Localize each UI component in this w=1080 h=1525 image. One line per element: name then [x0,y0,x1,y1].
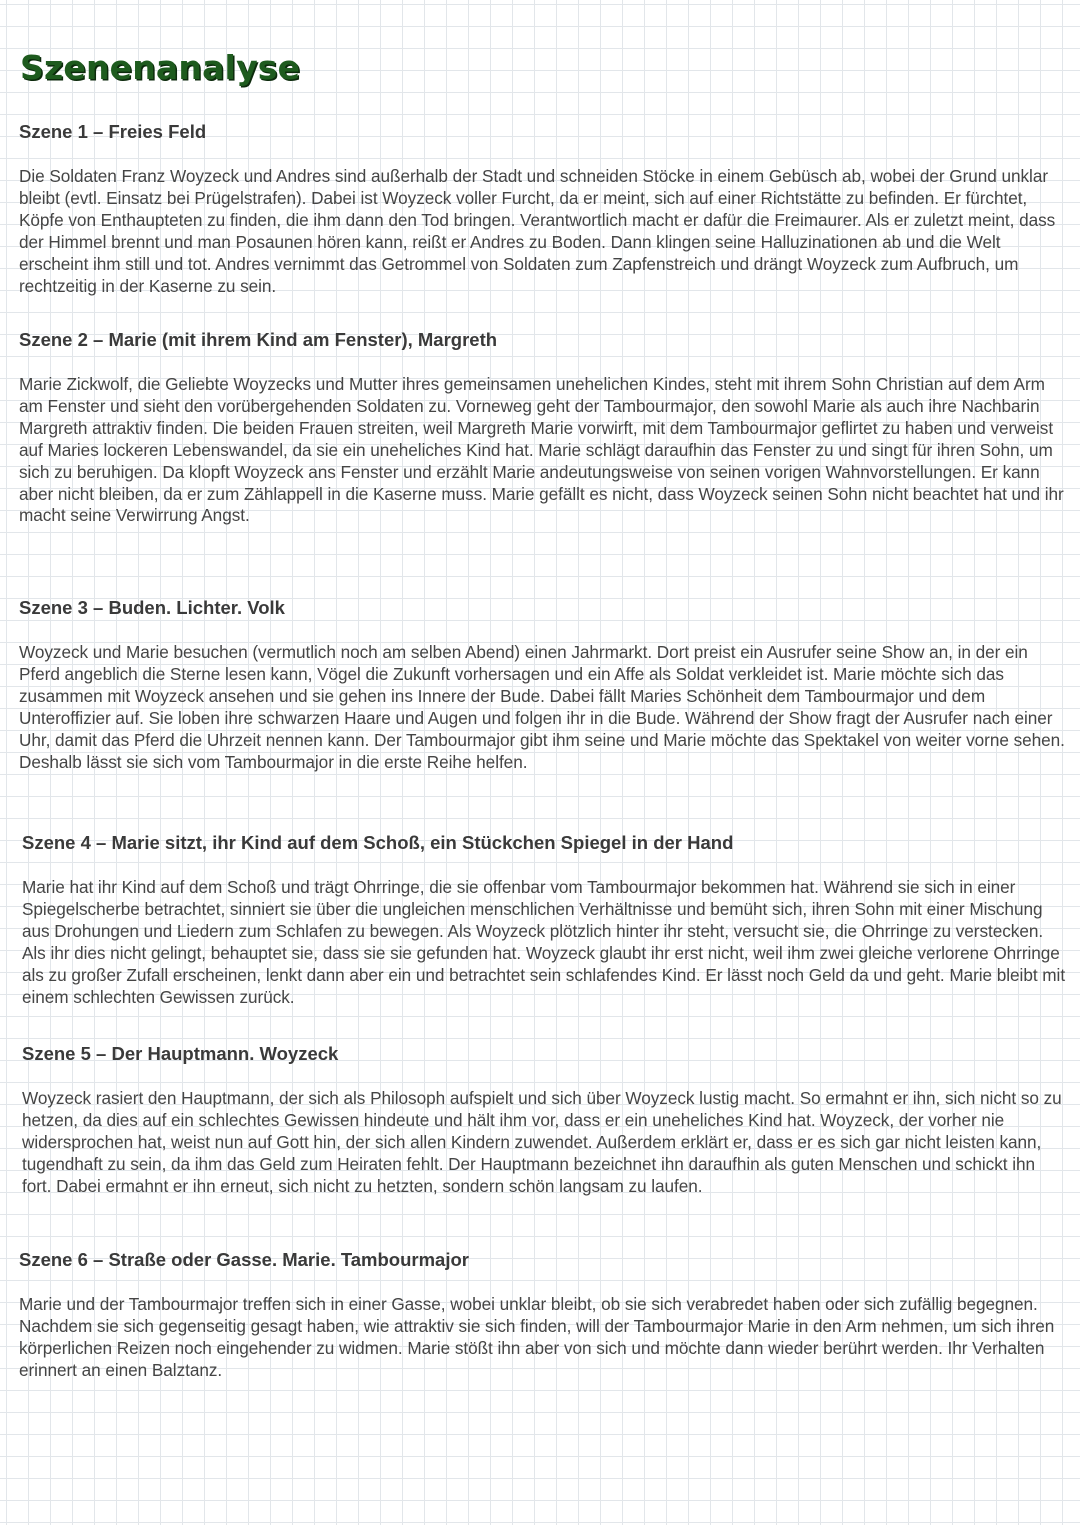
scene-text-2: Marie Zickwolf, die Geliebte Woyzecks und Mutter ihres gemeinsamen unehelichen Kindes, steht mit ihrem Sohn Christian auf dem Arm am Fenster und sieht den vorübergehenden Soldaten zu. Vorneweg geht der Tambourmajor, den sowohl Marie als auch ihre Nachbarin Margreth attraktiv finden. Die beiden Frauen streiten, weil Margreth Marie vorwirft, mit dem Tambourmajor geflirtet zu haben und verweist auf Maries lockeren Lebenswandel, da sie ein uneheliches Kind hat. Marie schlägt daraufhin das Fenster zu und singt für ihren Sohn, um sich zu beruhigen. Da klopft Woyzeck ans Fenster und erzählt Marie andeutungsweise von seinen vorigen Wahnvorstellungen. Er kann aber nicht bleiben, da er zum Zählappell in die Kaserne muss. Marie gefällt es nicht, dass Woyzeck seinen Sohn nicht beachtet hat und ihr macht seine Verwirrung Angst. [19,374,1064,526]
scene-heading-1: Szene 1 – Freies Feld [19,121,207,142]
page-title: Szenenanalyse [20,48,301,87]
scene-heading-4: Szene 4 – Marie sitzt, ihr Kind auf dem Schoß, ein Stückchen Spiegel in der Hand [22,832,734,853]
scene-section-3 [19,596,1071,773]
scene-section-5 [22,1042,1068,1198]
scene-section-1 [19,120,1071,297]
scene-text-3: Woyzeck und Marie besuchen (vermutlich noch am selben Abend) einen Jahrmarkt. Dort preist ein Ausrufer seine Show an, in der ein Pferd angeblich die Sterne lesen kann, Vögel die Zukunft vorhersagen und ein Affe als Soldat verkleidet ist. Marie möchte sich das zusammen mit Woyzeck ansehen und sie gehen ins Innere der Bude. Dabei fällt Maries Schönheit dem Tambourmajor und dem Unteroffizier auf. Sie loben ihre schwarzen Haare und Augen und folgen ihr in die Bude. Während der Show fragt der Ausrufer nach einer Uhr, damit das Pferd die Uhrzeit nennen kann. Der Tambourmajor gibt ihm seine und Marie möchte das Spektakel von weiter vorne sehen. Deshalb lässt sie sich vom Tambourmajor in die erste Reihe helfen. [19,642,1065,772]
scene-text-5: Woyzeck rasiert den Hauptmann, der sich als Philosoph aufspielt und sich über Woyzeck lustig macht. So ermahnt er ihn, sich nicht so zu hetzen, da dies auf ein schlechtes Gewissen hindeute und hält ihm vor, dass er ein uneheliches Kind hat. Woyzeck, der vorher nie widersprochen hat, weist nun auf Gott hin, der sich allen Kindern zuwendet. Außerdem erklärt er, dass er es sich gar nicht leisten kann, tugendhaft zu sein, da ihm das Geld zum Heiraten fehlt. Der Hauptmann bezeichnet ihn daraufhin als guten Menschen und schickt ihn fort. Dabei ermahnt er ihn erneut, sich nicht zu hetzten, sondern schön langsam zu laufen. [22,1088,1062,1196]
scene-section-4 [22,831,1068,1008]
scene-heading-6: Szene 6 – Straße oder Gasse. Marie. Tambourmajor [19,1249,469,1270]
scene-text-6: Marie und der Tambourmajor treffen sich in einer Gasse, wobei unklar bleibt, ob sie sich verabredet haben oder sich zufällig begegnen. Nachdem sie sich gegenseitig gesagt haben, wie attraktiv sie sich finden, will der Tambourmajor Marie in den Arm nehmen, um sich ihren körperlichen Reizen noch eingehender zu widmen. Marie stößt ihn aber von sich und möchte dann wieder berührt werden. Ihr Verhalten erinnert an einen Balztanz. [19,1294,1055,1380]
scene-heading-5: Szene 5 – Der Hauptmann. Woyzeck [22,1043,339,1064]
scene-text-4: Marie hat ihr Kind auf dem Schoß und trägt Ohrringe, die sie offenbar vom Tambourmajor bekommen hat. Während sie sich in einer Spiegelscherbe betrachtet, sinniert sie über die ungleichen menschlichen Verhältnisse und bemüht sich, ihren Sohn mit einer Mischung aus Drohungen und Liedern zum Schlafen zu bewegen. Als Woyzeck plötzlich hinter ihr steht, versucht sie, die Ohrringe zu verstecken. Als ihr dies nicht gelingt, behauptet sie, dass sie sie gefunden hat. Woyzeck glaubt ihr erst nicht, weil ihm zwei gleiche verlorene Ohrringe als zu großer Zufall erscheinen, lenkt dann aber ein und betrachtet sein schlafendes Kind. Er lässt noch Geld da und geht. Marie bleibt mit einem schlechten Gewissen zurück. [22,877,1066,1007]
scene-heading-3: Szene 3 – Buden. Lichter. Volk [19,597,285,618]
scene-section-6 [19,1248,1071,1382]
scene-heading-2: Szene 2 – Marie (mit ihrem Kind am Fenster), Margreth [19,329,498,350]
scene-section-2 [19,328,1071,527]
scene-text-1: Die Soldaten Franz Woyzeck und Andres sind außerhalb der Stadt und schneiden Stöcke in einem Gebüsch ab, wobei der Grund unklar bleibt (evtl. Einsatz bei Prügelstrafen). Dabei ist Woyzeck voller Furcht, da er meint, sich auf einer Richtstätte zu befinden. Er fürchtet, Köpfe von Enthaupteten zu finden, die ihm dann den Tod bringen. Verantwortlich macht er dafür die Freimaurer. Als er zuletzt meint, dass der Himmel brennt und man Posaunen hören kann, reißt er Andres zu Boden. Dann klingen seine Halluzinationen ab und die Welt erscheint ihm still und tot. Andres vernimmt das Getrommel von Soldaten zum Zapfenstreich und drängt Woyzeck zum Aufbruch, um rechtzeitig in der Kaserne zu sein. [19,166,1056,296]
